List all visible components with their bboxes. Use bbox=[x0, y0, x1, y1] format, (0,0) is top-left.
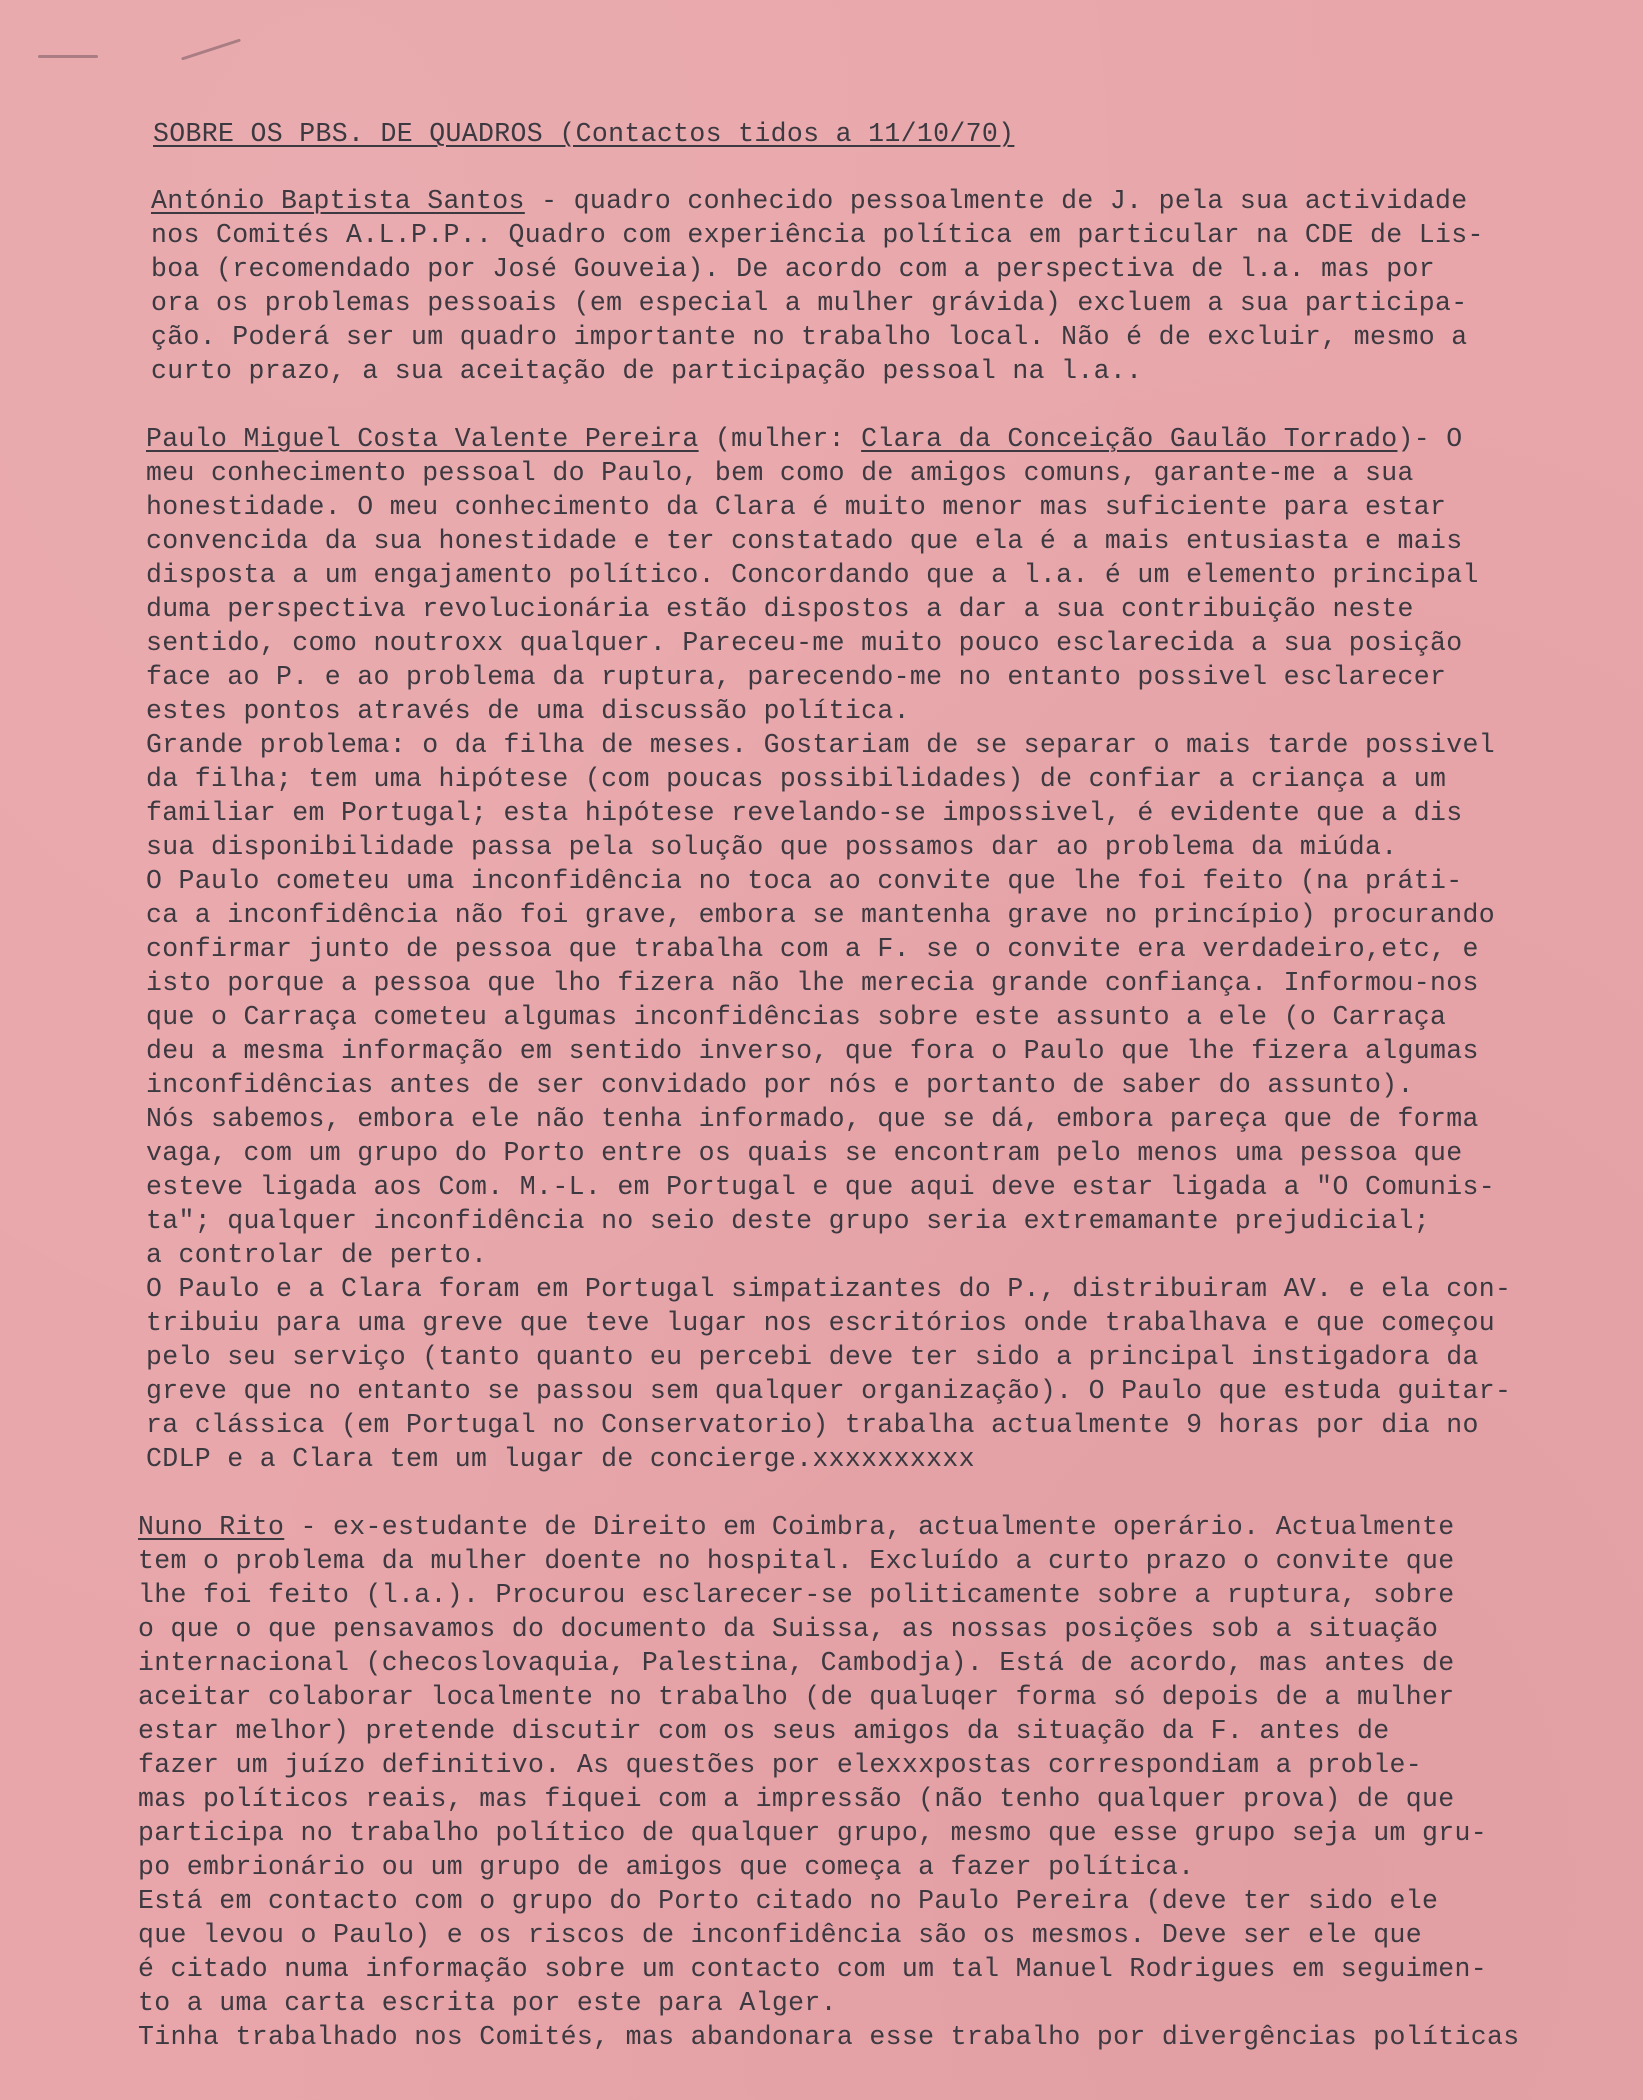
paragraph-line: estes pontos através de uma discussão política. bbox=[146, 696, 910, 726]
paragraph-line: O Paulo e a Clara foram em Portugal simpatizantes do P., distribuiram AV. e ela con- bbox=[146, 1274, 1512, 1304]
paragraph-line: tem o problema da mulher doente no hospital. Excluído a curto prazo o convite que bbox=[138, 1546, 1455, 1576]
section-3-first-line bbox=[138, 1511, 1454, 1545]
paragraph-line: lhe foi feito (l.a.). Procurou esclarecer-se politicamente sobre a ruptura, sobre bbox=[138, 1580, 1455, 1610]
paragraph-line: deu a mesma informação em sentido inverso, que fora o Paulo que lhe fizera algumas bbox=[146, 1036, 1479, 1066]
paragraph-line: ra clássica (em Portugal no Conservatorio) trabalha actualmente 9 horas por dia no bbox=[146, 1410, 1479, 1440]
section-2-first-line bbox=[146, 423, 1462, 457]
paragraph-line: ca a inconfidência não foi grave, embora se mantenha grave no princípio) procurando bbox=[146, 900, 1495, 930]
spouse-name: Clara da Conceição Gaulão Torrado bbox=[861, 424, 1398, 454]
paragraph-line: internacional (checoslovaquia, Palestina, Cambodja). Está de acordo, mas antes de bbox=[138, 1648, 1455, 1678]
person-name: Paulo Miguel Costa Valente Pereira bbox=[146, 424, 699, 454]
section-1-first-line bbox=[151, 185, 1467, 219]
paragraph-line: Grande problema: o da filha de meses. Gostariam de se separar o mais tarde possivel bbox=[146, 730, 1495, 760]
paragraph-line: ção. Poderá ser um quadro importante no trabalho local. Não é de excluir, mesmo a bbox=[151, 322, 1468, 352]
name-suffix: )- O bbox=[1397, 424, 1463, 454]
ink-smudge bbox=[38, 55, 98, 58]
person-name: António Baptista Santos bbox=[151, 186, 525, 216]
paragraph-line: aceitar colaborar localmente no trabalho (de qualuqer forma só depois de a mulher bbox=[138, 1682, 1455, 1712]
paragraph-line: da filha; tem uma hipótese (com poucas possibilidades) de confiar a criança a um bbox=[146, 764, 1447, 794]
paragraph-line: ora os problemas pessoais (em especial a mulher grávida) excluem a sua participa- bbox=[151, 288, 1468, 318]
paragraph-line: po embrionário ou um grupo de amigos que começa a fazer política. bbox=[138, 1852, 1195, 1882]
paragraph-line: nos Comités A.L.P.P.. Quadro com experiência política em particular na CDE de Lis- bbox=[151, 220, 1484, 250]
paragraph-line: convencida da sua honestidade e ter constatado que ela é a mais entusiasta e mais bbox=[146, 526, 1463, 556]
paragraph-line: familiar em Portugal; esta hipótese revelando-se impossivel, é evidente que a dis bbox=[146, 798, 1463, 828]
paragraph-line: estar melhor) pretende discutir com os seus amigos da situação da F. antes de bbox=[138, 1716, 1390, 1746]
paragraph-line: - quadro conhecido pessoalmente de J. pela sua actividade bbox=[524, 186, 1468, 216]
paragraph-line: Nós sabemos, embora ele não tenha informado, que se dá, embora pareça que de forma bbox=[146, 1104, 1479, 1134]
paragraph-line: esteve ligada aos Com. M.-L. em Portugal e que aqui deve estar ligada a "O Comunis- bbox=[146, 1172, 1495, 1202]
paragraph-line: face ao P. e ao problema da ruptura, parecendo-me no entanto possivel esclarecer bbox=[146, 662, 1447, 692]
paragraph-line: tribuiu para uma greve que teve lugar nos escritórios onde trabalhava e que começou bbox=[146, 1308, 1495, 1338]
paragraph-line: vaga, com um grupo do Porto entre os quais se encontram pelo menos uma pessoa que bbox=[146, 1138, 1463, 1168]
paragraph-line: meu conhecimento pessoal do Paulo, bem como de amigos comuns, garante-me a sua bbox=[146, 458, 1414, 488]
paragraph-line: isto porque a pessoa que lho fizera não lhe merecia grande confiança. Informou-nos bbox=[146, 968, 1479, 998]
person-name: Nuno Rito bbox=[138, 1512, 285, 1542]
paragraph-line: curto prazo, a sua aceitação de participação pessoal na l.a.. bbox=[151, 356, 1143, 386]
paragraph-line: CDLP e a Clara tem um lugar de concierge.xxxxxxxxxx bbox=[146, 1444, 975, 1474]
paragraph-line: Está em contacto com o grupo do Porto citado no Paulo Pereira (deve ter sido ele bbox=[138, 1886, 1439, 1916]
paragraph-line: inconfidências antes de ser convidado por nós e portanto de saber do assunto). bbox=[146, 1070, 1414, 1100]
paragraph-line: a controlar de perto. bbox=[146, 1240, 488, 1270]
paragraph-line: é citado numa informação sobre um contacto com um tal Manuel Rodrigues em seguimen- bbox=[138, 1954, 1487, 1984]
paragraph-line: - ex-estudante de Direito em Coimbra, actualmente operário. Actualmente bbox=[284, 1512, 1455, 1542]
paragraph-line: to a uma carta escrita por este para Alger. bbox=[138, 1988, 837, 2018]
paragraph-line: pelo seu serviço (tanto quanto eu percebi deve ter sido a principal instigadora da bbox=[146, 1342, 1479, 1372]
paragraph-line: disposta a um engajamento político. Concordando que a l.a. é um elemento principal bbox=[146, 560, 1479, 590]
paragraph-line: participa no trabalho político de qualquer grupo, mesmo que esse grupo seja um gru- bbox=[138, 1818, 1487, 1848]
paragraph-line: sentido, como noutroxx qualquer. Pareceu-me muito pouco esclarecida a sua posição bbox=[146, 628, 1463, 658]
ink-smudge bbox=[181, 38, 241, 60]
paragraph-line: fazer um juízo definitivo. As questões por elexxxpostas correspondiam a proble- bbox=[138, 1750, 1422, 1780]
paragraph-line: confirmar junto de pessoa que trabalha com a F. se o convite era verdadeiro,etc, e bbox=[146, 934, 1479, 964]
paragraph-line: Tinha trabalhado nos Comités, mas abandonara esse trabalho por divergências políticas bbox=[138, 2022, 1520, 2052]
paragraph-line: sua disponibilidade passa pela solução que possamos dar ao problema da miúda. bbox=[146, 832, 1398, 862]
paragraph-line: honestidade. O meu conhecimento da Clara é muito menor mas suficiente para estar bbox=[146, 492, 1447, 522]
paragraph-line: boa (recomendado por José Gouveia). De acordo com a perspectiva de l.a. mas por bbox=[151, 254, 1435, 284]
paragraph-line: O Paulo cometeu uma inconfidência no toca ao convite que lhe foi feito (na práti- bbox=[146, 866, 1463, 896]
paragraph-line: ta"; qualquer inconfidência no seio deste grupo seria extremamante prejudicial; bbox=[146, 1206, 1430, 1236]
paragraph-line: que o Carraça cometeu algumas inconfidências sobre este assunto a ele (o Carraça bbox=[146, 1002, 1447, 1032]
paragraph-line: mas políticos reais, mas fiquei com a impressão (não tenho qualquer prova) de que bbox=[138, 1784, 1455, 1814]
document-title: SOBRE OS PBS. DE QUADROS (Contactos tidos a 11/10/70) bbox=[153, 119, 1015, 149]
paragraph-line: que levou o Paulo) e os riscos de inconfidência são os mesmos. Deve ser ele que bbox=[138, 1920, 1422, 1950]
paragraph-line: o que o que pensavamos do documento da Suissa, as nossas posições sob a situação bbox=[138, 1614, 1439, 1644]
paragraph-line: greve que no entanto se passou sem qualquer organização). O Paulo que estuda guitar- bbox=[146, 1376, 1512, 1406]
paragraph-line: duma perspectiva revolucionária estão dispostos a dar a sua contribuição neste bbox=[146, 594, 1414, 624]
name-suffix: (mulher: bbox=[698, 424, 862, 454]
